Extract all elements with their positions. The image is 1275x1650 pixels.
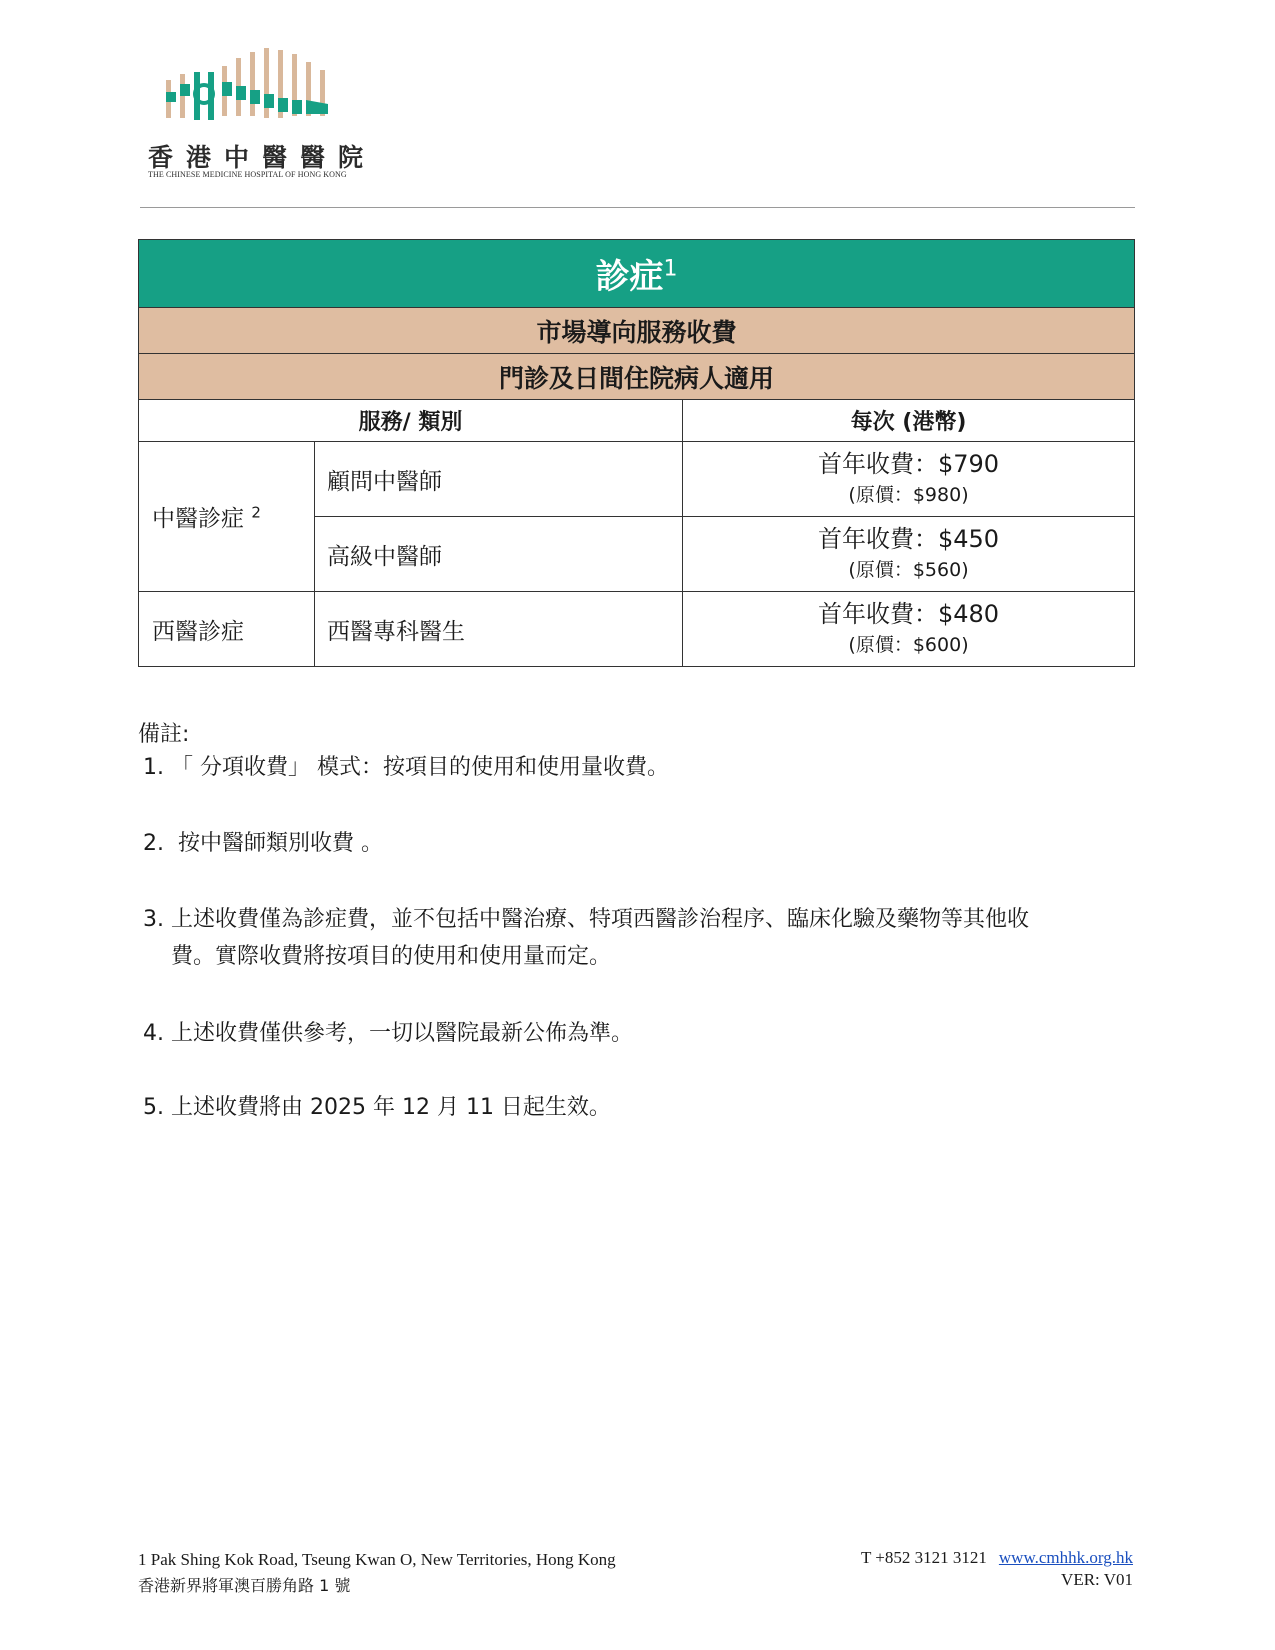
table-title-note: 1 (663, 256, 678, 282)
address-cn: 香港新界將軍澳百勝角路 1 號 (138, 1576, 351, 1595)
phone-number: T +852 3121 3121 (860, 1548, 987, 1567)
category-cell: 西醫診症 (139, 592, 315, 667)
table-title-text: 診症 (595, 257, 664, 297)
service-cell: 高級中醫師 (315, 517, 683, 592)
table-title (139, 240, 1135, 308)
note-text: 上述收費僅為診症費，並不包括中醫治療、特項西醫診治程序、臨床化驗及藥物等其他收 (171, 907, 1030, 932)
note-number: 3. (143, 907, 164, 932)
note-text: 「 分項收費」 模式：按項目的使用和使用量收費。 (171, 755, 669, 780)
note-number: 5. (143, 1095, 164, 1120)
price-original: (原價：$560) (848, 559, 969, 581)
category-cell (139, 442, 315, 592)
price-original: (原價：$980) (848, 484, 969, 506)
column-header-service: 服務/ 類別 (139, 400, 683, 442)
logo-name-cn: 香港中醫醫院 (148, 143, 377, 172)
price-original: (原價：$600) (848, 634, 969, 656)
note-text: 按中醫師類別收費 。 (171, 831, 383, 856)
address-en: 1 Pak Shing Kok Road, Tseung Kwan O, New Territories, Hong Kong (138, 1550, 616, 1569)
website-link[interactable]: www.cmhhk.org.hk (998, 1548, 1133, 1567)
note-number: 4. (143, 1021, 164, 1046)
column-header-price: 每次 (港幣) (683, 400, 1135, 442)
price-first-year: 首年收費：$790 (817, 450, 1000, 478)
note-item (143, 825, 1128, 862)
header-divider (140, 207, 1135, 208)
note-item (143, 901, 1128, 975)
note-text: 上述收費僅供參考，一切以醫院最新公佈為準。 (171, 1021, 634, 1046)
service-cell: 西醫專科醫生 (315, 592, 683, 667)
note-text: 費。實際收費將按項目的使用和使用量而定。 (171, 944, 612, 969)
note-item (143, 1089, 1128, 1126)
note-item (143, 749, 1128, 786)
category-note: 2 (251, 503, 261, 522)
notes-title: 備註: (138, 722, 190, 747)
version-label: VER: V01 (1061, 1570, 1133, 1589)
note-number: 1. (143, 755, 164, 780)
note-item (143, 1015, 1128, 1052)
logo-name-en: THE CHINESE MEDICINE HOSPITAL OF HONG KONG (148, 170, 347, 179)
table-row (139, 592, 1135, 667)
logo-mark (140, 44, 380, 136)
price-cell (683, 442, 1135, 517)
price-first-year: 首年收費：$480 (817, 600, 1000, 628)
table-row (139, 442, 1135, 517)
fee-table (138, 239, 1135, 667)
price-first-year: 首年收費：$450 (817, 525, 1000, 553)
footer-contact (861, 1547, 1133, 1591)
price-cell (683, 592, 1135, 667)
footer-address (138, 1547, 616, 1599)
note-number: 2. (143, 831, 164, 856)
hospital-logo (140, 44, 380, 184)
band-market-fees: 市場導向服務收費 (139, 308, 1135, 354)
price-cell (683, 517, 1135, 592)
note-text: 上述收費將由 2025 年 12 月 11 日起生效。 (171, 1095, 611, 1120)
category-label: 中醫診症 (152, 506, 244, 532)
band-applicability: 門診及日間住院病人適用 (139, 354, 1135, 400)
service-cell: 顧問中醫師 (315, 442, 683, 517)
